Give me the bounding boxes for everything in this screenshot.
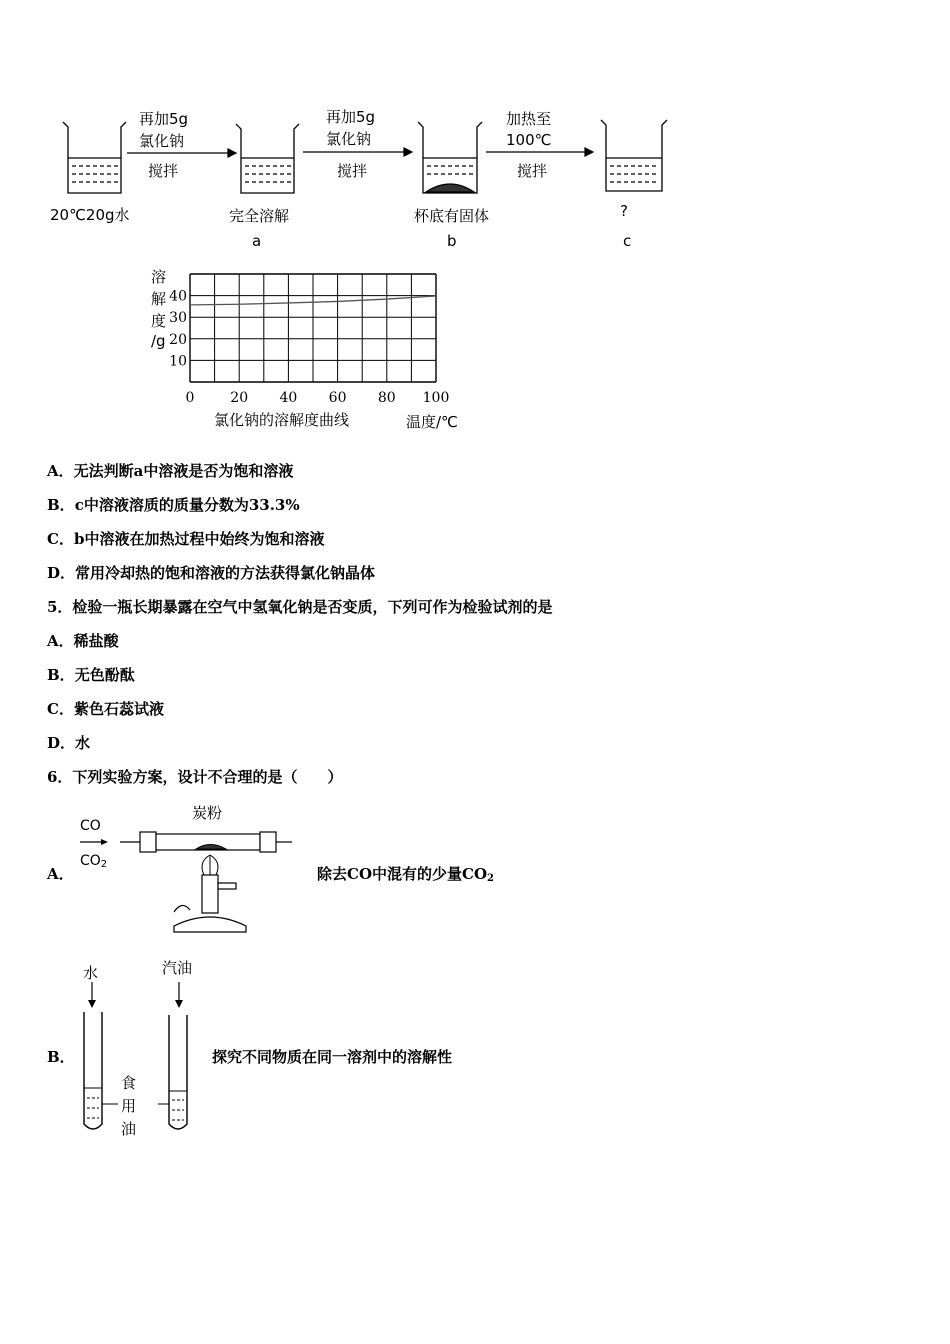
- q4-option-d-text: 常用冷却热的饱和溶液的方法获得氯化钠晶体: [75, 564, 376, 582]
- beaker-c: [601, 120, 667, 191]
- q6-option-b-letter: B．: [47, 1048, 75, 1066]
- step-2-line3: 搅拌: [337, 162, 368, 180]
- beaker-1-caption: 20℃20g水: [50, 206, 130, 224]
- q4-option-d-letter: D．: [47, 564, 76, 582]
- gasoline-label: 汽油: [162, 959, 193, 977]
- chart-y-tick-label: 40: [169, 288, 187, 305]
- beaker-a-label: a: [252, 232, 262, 250]
- gas-in-co2-sub: 2: [100, 859, 108, 870]
- q5-option-a: [47, 630, 119, 651]
- chart-ylabel-char-3: 度: [151, 312, 167, 330]
- chart-x-tick-label: 100: [422, 390, 450, 406]
- beaker-a-caption: 完全溶解: [229, 207, 290, 225]
- q5-option-a-letter: A．: [47, 632, 74, 650]
- beaker-c-label: c: [623, 232, 632, 250]
- q5-stem: 5．检验一瓶长期暴露在空气中氢氧化钠是否变质，下列可作为检验试剂的是: [47, 598, 553, 616]
- chart-x-tick-label: 20: [230, 390, 249, 406]
- q5-option-b-text: 无色酚酞: [74, 666, 135, 684]
- gas-in-co2-main: CO: [80, 853, 101, 869]
- q4-option-c-text: b中溶液在加热过程中始终为饱和溶液: [73, 530, 325, 548]
- chart-x-tick-label: 60: [328, 390, 347, 406]
- chart-ylabel-char-4: /g: [151, 332, 166, 350]
- step-3-line3: 搅拌: [517, 162, 548, 180]
- step-1-line1: 再加5g: [139, 110, 189, 128]
- q6-option-b-desc: 探究不同物质在同一溶剂中的溶解性: [212, 1048, 453, 1066]
- beaker-c-caption: ?: [620, 202, 628, 220]
- step-1-line3: 搅拌: [148, 162, 179, 180]
- gas-in-co2-label: [80, 853, 107, 870]
- q5-option-d-text: 水: [75, 734, 91, 752]
- chart-title: 氯化钠的溶解度曲线: [214, 411, 350, 429]
- q6-option-a-desc-main: 除去CO中混有的少量CO: [317, 865, 488, 883]
- combustion-tube-apparatus: [70, 800, 310, 940]
- step-2-line2: 氯化钠: [326, 130, 372, 148]
- beaker-b-label: b: [447, 232, 457, 250]
- q4-option-a-text: 无法判断a中溶液是否为饱和溶液: [73, 462, 294, 480]
- carbon-powder-label: 炭粉: [192, 804, 223, 822]
- chart-y-tick-label: 30: [169, 310, 187, 327]
- q4-option-d: [47, 562, 375, 583]
- q5-option-d: [47, 732, 90, 753]
- chart-xlabel: 温度/℃: [406, 413, 458, 431]
- q5-option-b-letter: B．: [47, 666, 75, 684]
- q4-option-b-text: c中溶液溶质的质量分数为33.3%: [74, 496, 300, 514]
- q4-option-a-letter: A．: [47, 462, 74, 480]
- q5-option-a-text: 稀盐酸: [73, 632, 119, 650]
- gas-in-co-label: CO: [80, 818, 101, 834]
- q6-option-a-desc: [317, 863, 494, 884]
- chart-x-tick-label: 40: [279, 390, 298, 406]
- oil-label-char-1: 食: [121, 1074, 137, 1092]
- step-3-line2: 100℃: [506, 131, 552, 149]
- step-1-line2: 氯化钠: [139, 132, 185, 150]
- q6-option-a-desc-sub: 2: [487, 873, 494, 884]
- chart-x-tick-label: 80: [377, 390, 396, 406]
- beaker-b: [418, 122, 482, 193]
- q6-option-a-letter: A．: [47, 865, 74, 883]
- q4-option-c: [47, 528, 324, 549]
- chart-x-tick-label: 0: [185, 390, 195, 406]
- q5-option-d-letter: D．: [47, 734, 76, 752]
- beaker-a: [236, 124, 299, 193]
- chart-ylabel-char-1: 溶: [151, 268, 167, 286]
- step-3-line1: 加热至: [506, 110, 552, 128]
- beaker-1: [63, 122, 126, 193]
- q4-option-b-letter: B．: [47, 496, 75, 514]
- q4-option-a: [47, 460, 293, 481]
- q5-option-c: [47, 698, 164, 719]
- step-2-line1: 再加5g: [326, 108, 376, 126]
- oil-label-char-3: 油: [121, 1120, 137, 1138]
- chart-ylabel-char-2: 解: [151, 290, 167, 308]
- q4-option-b: [47, 494, 300, 515]
- chart-y-tick-label: 10: [169, 353, 187, 370]
- test-tubes-apparatus: [70, 960, 210, 1140]
- q6-stem: 6．下列实验方案，设计不合理的是（ ）: [47, 768, 343, 786]
- q5-option-c-letter: C．: [47, 700, 74, 718]
- q5-option-b: [47, 664, 135, 685]
- arrow-2: [303, 148, 412, 156]
- beaker-b-caption: 杯底有固体: [414, 207, 490, 225]
- q5-option-c-text: 紫色石蕊试液: [73, 700, 164, 718]
- oil-label-char-2: 用: [121, 1097, 137, 1115]
- water-label: 水: [83, 964, 99, 982]
- chart-y-tick-label: 20: [169, 331, 187, 348]
- solubility-chart-plot: [169, 270, 450, 406]
- q4-option-c-letter: C．: [47, 530, 74, 548]
- arrow-3: [486, 148, 593, 156]
